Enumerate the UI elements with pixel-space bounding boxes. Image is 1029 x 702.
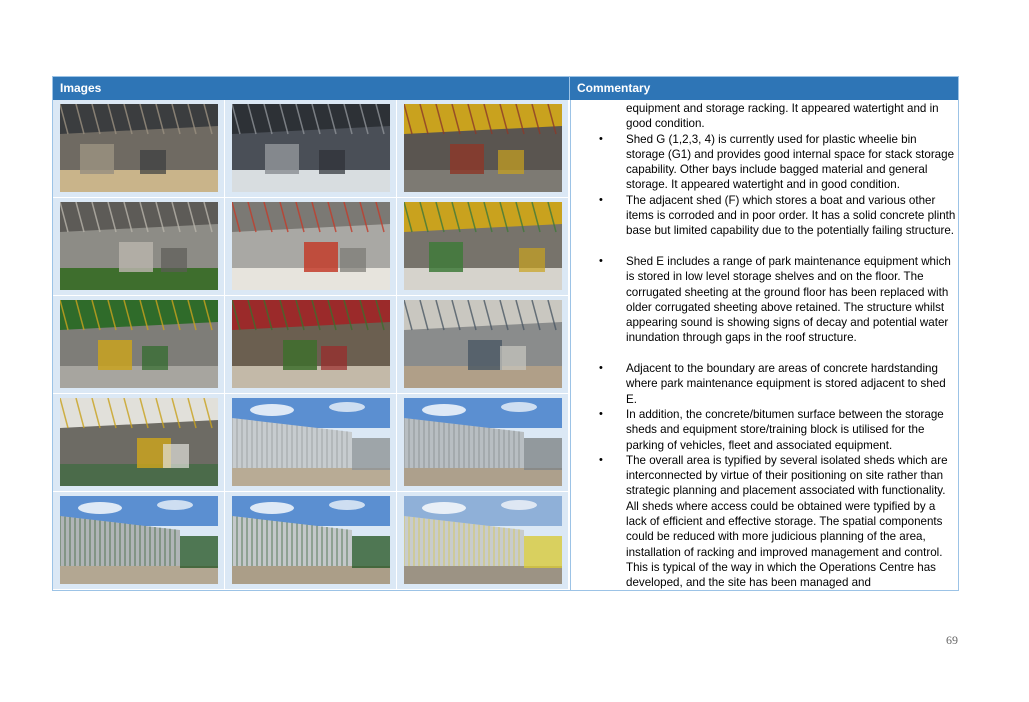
photo — [232, 496, 390, 584]
photo — [404, 104, 562, 192]
bullet-dot: • — [599, 132, 603, 145]
bullet-dot: • — [599, 453, 603, 466]
bullet-text: Adjacent to the boundary are areas of concrete hardstanding where park maintenance equipment is stored adjacent to shed E. — [626, 362, 946, 406]
photo-cell — [53, 296, 225, 394]
photo-cell — [225, 492, 397, 590]
commentary-continuation: equipment and storage racking. It appeared watertight and in good condition. — [626, 102, 939, 131]
bullet-dot: • — [599, 362, 603, 375]
photo — [232, 202, 390, 290]
page-number: 69 — [946, 633, 958, 647]
images-commentary-table — [52, 76, 959, 591]
photo — [60, 496, 218, 584]
bullet-dot: • — [599, 255, 603, 267]
bullet-text: In addition, the concrete/bitumen surface between the storage sheds and equipment store/training block is utilised for the parking of vehicles, fleet and associated equipment. — [626, 408, 944, 452]
photo-cell — [397, 492, 569, 590]
photo-cell — [397, 198, 569, 296]
header-commentary: Commentary — [577, 81, 651, 95]
bullet-dot: • — [599, 408, 603, 420]
header-images: Images — [60, 81, 102, 95]
bullet-text: Shed E includes a range of park maintenance equipment which is stored in low level storage shelves and on the floor. The corrugated sheeting at the ground floor has been replaced with older corrugated sheeting above retained. The structure whilst appearing sound is showing signs of decay and potential water inundation through gaps in the roof structure. — [626, 255, 951, 345]
photo — [232, 300, 390, 388]
photo-cell — [225, 394, 397, 492]
photo-cell — [53, 394, 225, 492]
photo — [404, 202, 562, 290]
photo-cell — [397, 394, 569, 492]
bullet-text: The adjacent shed (F) which stores a boat and various other items is corroded and in poor order. It has a solid concrete plinth base but limited capability due to the potentially failing structure. — [626, 193, 956, 238]
table-header — [53, 77, 958, 100]
photo — [404, 300, 562, 388]
photo-cell — [53, 492, 225, 590]
bullet-dot: • — [599, 193, 603, 206]
photo — [232, 398, 390, 486]
photo-cell — [53, 198, 225, 296]
photo — [60, 398, 218, 486]
photo-cell — [225, 198, 397, 296]
photo — [60, 300, 218, 388]
photo-cell — [397, 100, 569, 198]
photo-cell — [53, 100, 225, 198]
bullet-text: The overall area is typified by several isolated sheds which are interconnected by virtue of their positioning on site rather than strategic planning and placement associated with functionality. All sheds where access could be obtained were typified by a lack of efficient and effective storage. The spatial components could be reduced with more judicious planning of the area, installation of racking and improved management and control. This is typical of the way in which the Operations Centre has developed, and the site has been managed and — [626, 453, 948, 590]
photo — [404, 398, 562, 486]
photo-grid — [53, 100, 569, 590]
header-divider — [569, 77, 570, 100]
photo-cell — [225, 100, 397, 198]
photo — [60, 104, 218, 192]
photo — [232, 104, 390, 192]
photo-cell — [397, 296, 569, 394]
commentary-column — [570, 100, 958, 590]
photo-cell — [225, 296, 397, 394]
photo — [404, 496, 562, 584]
bullet-text: Shed G (1,2,3, 4) is currently used for plastic wheelie bin storage (G1) and provides good internal space for stack storage capability. Other bays include bagged material and general storage. It appeared watertight and in good condition. — [626, 132, 955, 192]
photo — [60, 202, 218, 290]
